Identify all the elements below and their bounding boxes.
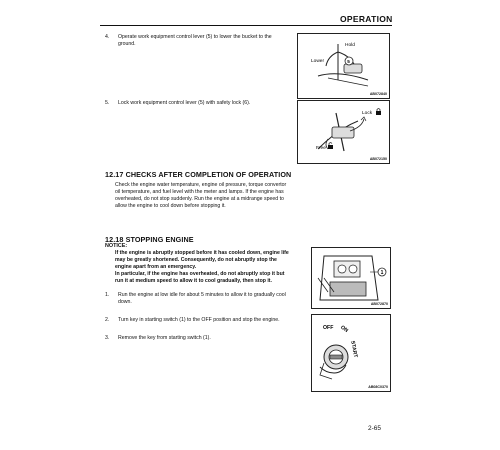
step-text: Turn key in starting switch (1) to the OFF position and stop the engine. bbox=[118, 317, 280, 323]
switch-label-start: START bbox=[349, 340, 359, 359]
step-number: 5. bbox=[105, 100, 110, 106]
notice-label: NOTICE: bbox=[105, 243, 128, 249]
notice-line: run it at medium speed to allow it to cool gradually, then stop it. bbox=[115, 278, 272, 284]
figure-safety-lock bbox=[297, 100, 390, 164]
fig-label-lock: Lock bbox=[362, 111, 373, 116]
paragraph-line: overheated, do not stop suddenly. Run the engine at a midrange speed to bbox=[115, 196, 284, 202]
figure-code: AB072840 bbox=[369, 92, 387, 96]
paragraph-line: oil temperature, and fuel level with the meter and lamps. If the engine has bbox=[115, 189, 284, 195]
figure-starting-switch bbox=[311, 314, 391, 392]
section-paragraph bbox=[115, 182, 335, 210]
switch-label-off: OFF bbox=[323, 325, 334, 331]
step-number: 3. bbox=[105, 335, 110, 341]
figure-code: AB072150 bbox=[369, 157, 387, 161]
fig-callout: 5 bbox=[347, 59, 350, 64]
page-number: 2-65 bbox=[368, 425, 382, 432]
figure-code: AB072870 bbox=[370, 302, 388, 306]
step-text-line: Run the engine at low idle for about 5 minutes to allow it to gradually cool bbox=[118, 292, 286, 298]
step-text: Lock work equipment control lever (5) with safety lock (6). bbox=[118, 100, 251, 106]
step-number: 4. bbox=[105, 34, 110, 40]
notice-text bbox=[115, 250, 305, 285]
step-number: 2. bbox=[105, 317, 110, 323]
figure-starting-switch-location bbox=[311, 247, 391, 309]
section-heading: 12.17 CHECKS AFTER COMPLETION OF OPERATION bbox=[105, 170, 292, 179]
switch-label-on: ON bbox=[339, 324, 350, 334]
paragraph-line: Check the engine water temperature, engine oil pressure, torque convertor bbox=[115, 182, 287, 188]
step-text-line: ground. bbox=[118, 41, 136, 47]
notice-line: In particular, if the engine has overheated, do not abruptly stop it but bbox=[115, 271, 285, 277]
fig-label-hold: Hold bbox=[345, 43, 355, 48]
notice-line: may be greatly shortened. Consequently, do not abruptly stop the bbox=[115, 257, 277, 263]
notice-line: If the engine is abruptly stopped before it has cooled down, engine life bbox=[115, 250, 289, 256]
lever-lower-illustration bbox=[298, 34, 389, 98]
step-text: Remove the key from starting switch (1). bbox=[118, 335, 211, 341]
step-text-line: down. bbox=[118, 299, 132, 305]
header-rule bbox=[100, 25, 392, 26]
fig-label-free: Free bbox=[316, 146, 326, 151]
fig-callout: 1 bbox=[380, 270, 384, 276]
fig-label-lower: Lower bbox=[311, 59, 325, 64]
figure-code: AB08C0370 bbox=[368, 385, 388, 389]
step-text bbox=[118, 292, 313, 306]
step-text bbox=[118, 34, 318, 48]
notice-line: engine apart from an emergency. bbox=[115, 264, 197, 270]
paragraph-line: allow the engine to cool down before stopping it. bbox=[115, 203, 226, 209]
step-number: 1. bbox=[105, 292, 110, 298]
lock-icon bbox=[376, 109, 381, 115]
safety-lock-illustration bbox=[298, 101, 389, 163]
cab-dashboard-illustration bbox=[312, 248, 390, 308]
step-text-line: Operate work equipment control lever (5) to lower the bucket to the bbox=[118, 34, 272, 40]
key-switch-illustration bbox=[312, 315, 390, 391]
figure-lever-lower bbox=[297, 33, 390, 99]
section-heading: 12.18 STOPPING ENGINE bbox=[105, 235, 194, 244]
section-title: OPERATION bbox=[340, 14, 393, 24]
unlock-icon bbox=[328, 143, 333, 149]
